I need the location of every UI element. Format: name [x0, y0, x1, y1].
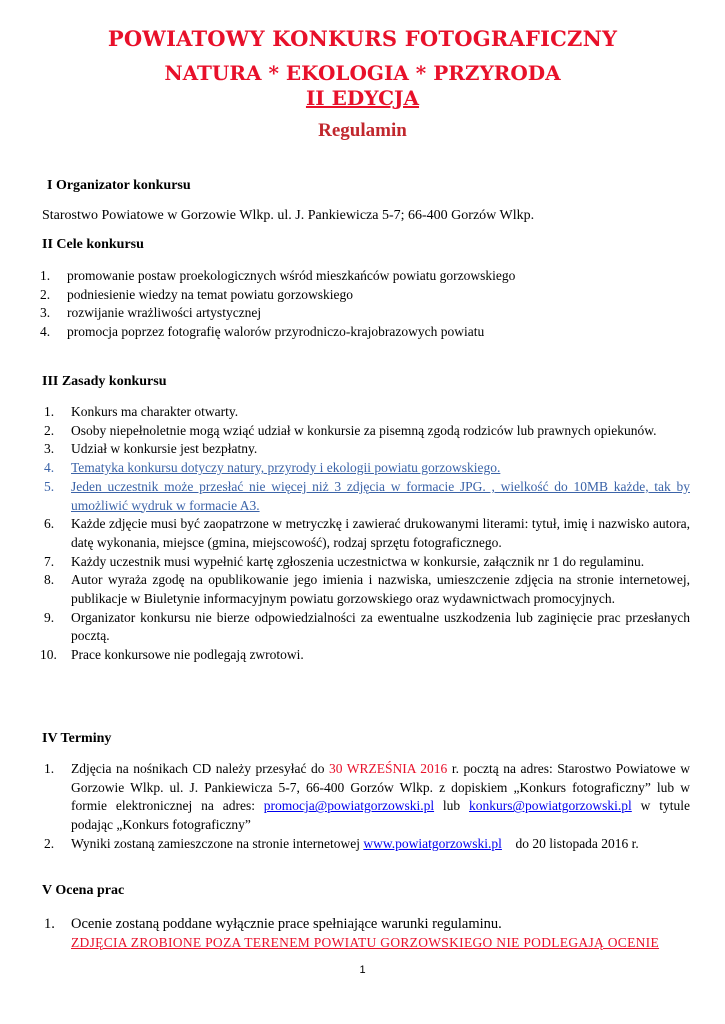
edition-label: II EDYCJA: [305, 86, 420, 110]
list-item: 2. Osoby niepełnoletnie mogą wziąć udział w konkursie za pisemną zgodą rodziców lub prawnych opiekunów.: [44, 422, 657, 438]
document-title: POWIATOWY KONKURS FOTOGRAFICZNY: [107, 26, 618, 51]
list-item: 1. promowanie postaw proekologicznych wśród mieszkańców powiatu gorzowskiego: [40, 268, 516, 283]
page-number: 1: [359, 964, 366, 976]
website-link[interactable]: www.powiatgorzowski.pl: [363, 835, 502, 851]
rules-list: [40, 403, 690, 665]
evaluation-warning: ZDJĘCIA ZROBIONE POZA TERENEM POWIATU GORZOWSKIEGO NIE PODLEGAJĄ OCENIE: [71, 934, 660, 950]
section-rules-heading: III Zasady konkursu: [42, 374, 167, 389]
document-subtitle: NATURA * EKOLOGIA * PRZYRODA: [164, 61, 561, 85]
email-link-konkurs[interactable]: konkurs@powiatgorzowski.pl: [469, 798, 632, 814]
dates-list: [44, 760, 690, 854]
list-item: 7. Każdy uczestnik musi wypełnić kartę zgłoszenia uczestnictwa w konkursie, załącznik nr 1 do regulaminu.: [44, 553, 645, 569]
list-item: 2. Wyniki zostaną zamieszczone na stronie internetowej www.powiatgorzowski.pl do 20 listopada 2016 r.: [44, 835, 639, 851]
list-item: 4. promocja poprzez fotografię walorów przyrodniczo-krajobrazowych powiatu: [40, 323, 485, 339]
section-evaluation-heading: V Ocena prac: [42, 883, 125, 898]
email-link-promocja[interactable]: promocja@powiatgorzowski.pl: [263, 798, 435, 814]
evaluation-list: [44, 915, 690, 952]
list-item: 1. Ocenie zostaną poddane wyłącznie prace spełniające warunki regulaminu. ZDJĘCIA ZROBIONE POZA TERENEM POWIATU GORZOWSKIEGO NIE PODLEGAJĄ OCENIE: [44, 916, 660, 950]
list-item: 9. Organizator konkursu nie bierze odpowiedzialności za ewentualne uszkodzenia lub zaginięcie prac przesłanych pocztą.: [44, 609, 690, 644]
organizer-text: Starostwo Powiatowe w Gorzowie Wlkp. ul. J. Pankiewicza 5-7; 66-400 Gorzów Wlkp.: [42, 208, 535, 223]
regulamin-heading: Regulamin: [318, 120, 407, 141]
list-item: 8. Autor wyraża zgodę na opublikowanie jego imienia i nazwiska, umieszczenie zdjęcia na stronie internetowej, publikacje w Biuletynie informacyjnym powiatu gorzowskiego oraz wydawnictwach promocyjnych.: [44, 572, 690, 607]
section-goals-heading: II Cele konkursu: [42, 237, 144, 252]
list-item: 4. Tematyka konkursu dotyczy natury, przyrody i ekologii powiatu gorzowskiego.: [44, 460, 501, 476]
list-item: 3. rozwijanie wrażliwości artystycznej: [40, 305, 262, 320]
list-item: 1. Zdjęcia na nośnikach CD należy przesyłać do 30 WRZEŚNIA 2016 r. pocztą na adres: Starostwo Powiatowe w Gorzowie Wlkp. ul. J. Pankiewicza 5-7, 66-400 Gorzów Wlkp. z dopiskiem „Konkurs fotograficzny” lub w formie elektronicznej na adres: promocja@powiatgorzowski.pl lub konkurs@powiatgorzowski.pl w tytule podając „Konkurs fotograficzny”: [44, 761, 690, 833]
list-item: 10. Prace konkursowe nie podlegają zwrotowi.: [40, 647, 304, 663]
list-item: 6. Każde zdjęcie musi być zaopatrzone w metryczkę i zawierać drukowanymi literami: tytuł, imię i nazwisko autora, datę wykonania, miejsce (gmina, miejscowość), rodzaj sprzętu fotograficznego.: [44, 516, 690, 550]
list-item: 3. Udział w konkursie jest bezpłatny.: [44, 441, 258, 457]
section-organizer-heading: I Organizator konkursu: [47, 178, 191, 193]
list-item: 1. Konkurs ma charakter otwarty.: [44, 404, 239, 419]
goals-list: [40, 267, 696, 341]
deadline-date: 30 WRZEŚNIA 2016: [329, 761, 448, 776]
list-item: 2. podniesienie wiedzy na temat powiatu gorzowskiego: [40, 286, 354, 302]
section-dates-heading: IV Terminy: [42, 731, 112, 746]
list-item: 5. Jeden uczestnik może przesłać nie więcej niż 3 zdjęcia w formacie JPG. , wielkość do 10MB każde, tak by umożliwić wydruk w formacie A3.: [44, 478, 690, 513]
